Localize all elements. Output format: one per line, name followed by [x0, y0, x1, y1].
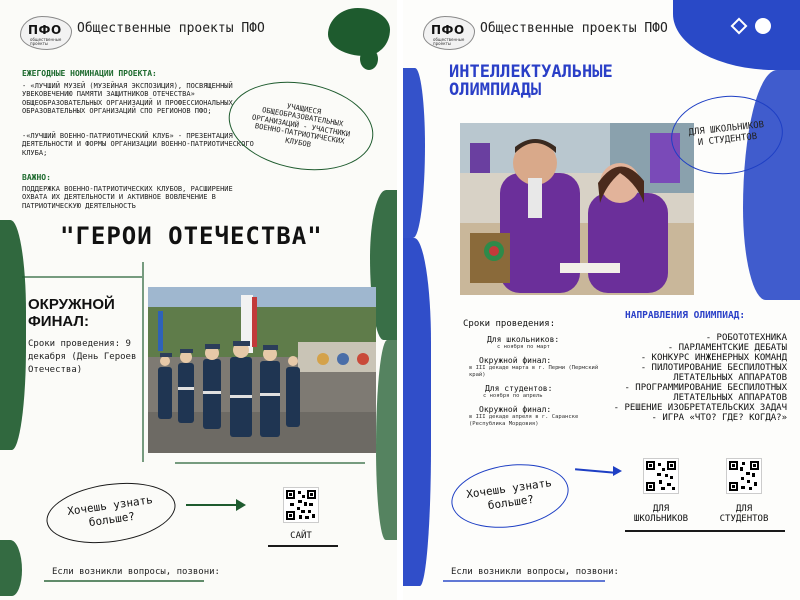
learn-more-oval — [43, 475, 180, 551]
important-label: ВАЖНО: — [22, 173, 51, 182]
schools-label: Для школьников: — [487, 335, 560, 344]
schedule-title: Сроки проведения: — [463, 319, 556, 329]
header-title: Общественные проекты ПФО — [77, 21, 265, 36]
students-robotics-photo — [460, 123, 694, 295]
cadets-parade-photo — [148, 287, 376, 453]
nominations-label: ЕЖЕГОДНЫЕ НОМИНАЦИИ ПРОЕКТА: — [22, 69, 157, 78]
direction-item-engineering: - КОНКУРС ИНЖЕНЕРНЫХ КОМАНД — [640, 353, 787, 363]
pfo-logo-text: ПФО — [28, 23, 62, 37]
final-frame-top — [22, 276, 142, 278]
students-final-label: Окружной финал: — [479, 405, 552, 414]
final-dates: Сроки проведения: 9 декабря (День Героев Отечества) — [28, 339, 137, 375]
pfo-logo-subtitle: общественные проекты — [30, 37, 62, 46]
schools-qr-code[interactable] — [643, 458, 679, 494]
direction-item-quiz-game: - ИГРА «ЧТО? ГДЕ? КОГДА?» — [651, 413, 787, 423]
paint-splash-right-lower — [376, 340, 397, 540]
olympiads-poster — [403, 0, 800, 600]
students-robotics-image — [460, 123, 694, 295]
final-title: ОКРУЖНОЙ ФИНАЛ: — [28, 296, 115, 330]
paint-splash-left-lower — [403, 238, 431, 586]
footer-question: Если возникли вопросы, позвони: — [451, 567, 619, 577]
important-text: ПОДДЕРЖКА ВОЕННО-ПАТРИОТИЧЕСКИХ КЛУБОВ, РАСШИРЕНИЕ ОХВАТА ИХ ДЕЯТЕЛЬНОСТИ И АКТИВНОЕ ВОВЛЕЧЕНИЕ В ПАТРИОТИЧЕСКУЮ ДЕЯТЕЛЬНОСТЬ — [22, 185, 233, 210]
pfo-logo-subtitle: общественные проекты — [433, 37, 465, 46]
students-qr-code[interactable] — [726, 458, 762, 494]
footer-question: Если возникли вопросы, позвони: — [52, 567, 220, 577]
pfo-logo-text: ПФО — [431, 23, 465, 37]
qr-pattern — [727, 459, 761, 493]
directions-title: НАПРАВЛЕНИЯ ОЛИМПИАД: — [625, 310, 746, 321]
project-title: "ГЕРОИ ОТЕЧЕСТВА" — [60, 222, 323, 250]
paint-splash-top-right — [328, 8, 390, 56]
schools-qr-label: ДЛЯ ШКОЛЬНИКОВ — [633, 504, 689, 524]
direction-item-uav-programming: - ПРОГРАММИРОВАНИЕ БЕСПИЛОТНЫХ ЛЕТАТЕЛЬНЫХ АППАРАТОВ — [624, 383, 787, 403]
qr-underline — [625, 530, 785, 532]
paint-splash-left — [0, 220, 26, 450]
qr-pattern — [284, 488, 318, 522]
cadets-parade-image — [148, 287, 376, 453]
schools-period: с ноября по март — [497, 344, 550, 350]
students-period: с ноября по апрель — [483, 393, 543, 399]
pfo-logo — [423, 16, 475, 50]
footer-underline — [44, 580, 204, 582]
direction-item-robotics: - РОБОТОТЕХНИКА — [705, 333, 787, 343]
learn-more-text: Хочешь узнать больше? — [66, 493, 154, 530]
paint-splash-bottom-left — [0, 540, 22, 596]
cta-arrow-head — [236, 499, 246, 511]
learn-more-text: Хочешь узнать больше? — [465, 476, 553, 513]
audience-note-text: ДЛЯ ШКОЛЬНИКОВ И СТУДЕНТОВ — [688, 120, 765, 149]
header-title: Общественные проекты ПФО — [480, 21, 668, 36]
olympiads-title-line2: ОЛИМПИАДЫ — [449, 80, 542, 100]
schools-final-text: в III декаде марта в г. Перми (Пермский край) — [469, 365, 599, 378]
cta-arrow-line — [186, 504, 238, 506]
qr-pattern — [644, 459, 678, 493]
direction-item-uav-piloting: - ПИЛОТИРОВАНИЕ БЕСПИЛОТНЫХ ЛЕТАТЕЛЬНЫХ АППАРАТОВ — [640, 363, 787, 383]
schools-final-label: Окружной финал: — [479, 356, 552, 365]
direction-item-inventive: - РЕШЕНИЕ ИЗОБРЕТАТЕЛЬСКИХ ЗАДАЧ — [613, 403, 787, 413]
cta-arrow-head — [613, 466, 622, 476]
directions-list — [577, 333, 787, 423]
nomination-club: -«ЛУЧШИЙ ВОЕННО-ПАТРИОТИЧЕСКИЙ КЛУБ» - ПРЕЗЕНТАЦИЯ ДЕЯТЕЛЬНОСТИ И ФОРМЫ ОРГАНИЗАЦИИ ВОЕННО-ПАТРИОТИЧЕСКОГО КЛУБА; — [22, 132, 254, 157]
paint-splash-top-right — [673, 0, 800, 70]
qr-underline — [268, 545, 338, 547]
site-qr-label: САЙТ — [290, 531, 312, 541]
site-qr-code[interactable] — [283, 487, 319, 523]
heroes-poster — [0, 0, 397, 600]
students-qr-label: ДЛЯ СТУДЕНТОВ — [719, 504, 769, 524]
pfo-logo — [20, 16, 72, 50]
nomination-museum: - «ЛУЧШИЙ МУЗЕЙ (МУЗЕЙНАЯ ЭКСПОЗИЦИЯ), ПОСВЯЩЕННЫЙ УВЕКОВЕЧЕНИЮ ПАМЯТИ ЗАЩИТНИКОВ ОТЕЧЕСТВА» ОБЩЕОБРАЗОВАТЕЛЬНЫХ ОРГАНИЗАЦИЙ И ПРОФЕССИОНАЛЬНЫХ ОБРАЗОВАТЕЛЬНЫХ ОРГАНИЗАЦИЙ СПО РЕГИОНОВ ПФО; — [22, 82, 233, 115]
photo-underline — [175, 462, 365, 464]
partner-logo-circle-icon — [755, 18, 771, 34]
paint-splash-left — [403, 68, 425, 238]
olympiads-title-line1: ИНТЕЛЛЕКТУАЛЬНЫЕ — [449, 62, 613, 82]
students-final-text: в III декаде апреля в г. Саранске (Республика Мордовия) — [469, 414, 579, 427]
cta-arrow-line — [575, 468, 615, 473]
final-frame-left — [142, 262, 144, 462]
learn-more-oval — [447, 457, 572, 535]
direction-item-debates: - ПАРЛАМЕНТСКИЕ ДЕБАТЫ — [667, 343, 787, 353]
students-label: Для студентов: — [485, 384, 553, 393]
paint-splash-top-right-drip — [360, 48, 378, 70]
participants-note-text: УЧАЩИЕСЯ ОБЩЕОБРАЗОВАТЕЛЬНЫХ ОРГАНИЗАЦИЙ - УЧАСТНИКИ ВОЕННО-ПАТРИОТИЧЕСКИХ КЛУБОВ — [251, 100, 351, 149]
footer-underline — [443, 580, 605, 582]
